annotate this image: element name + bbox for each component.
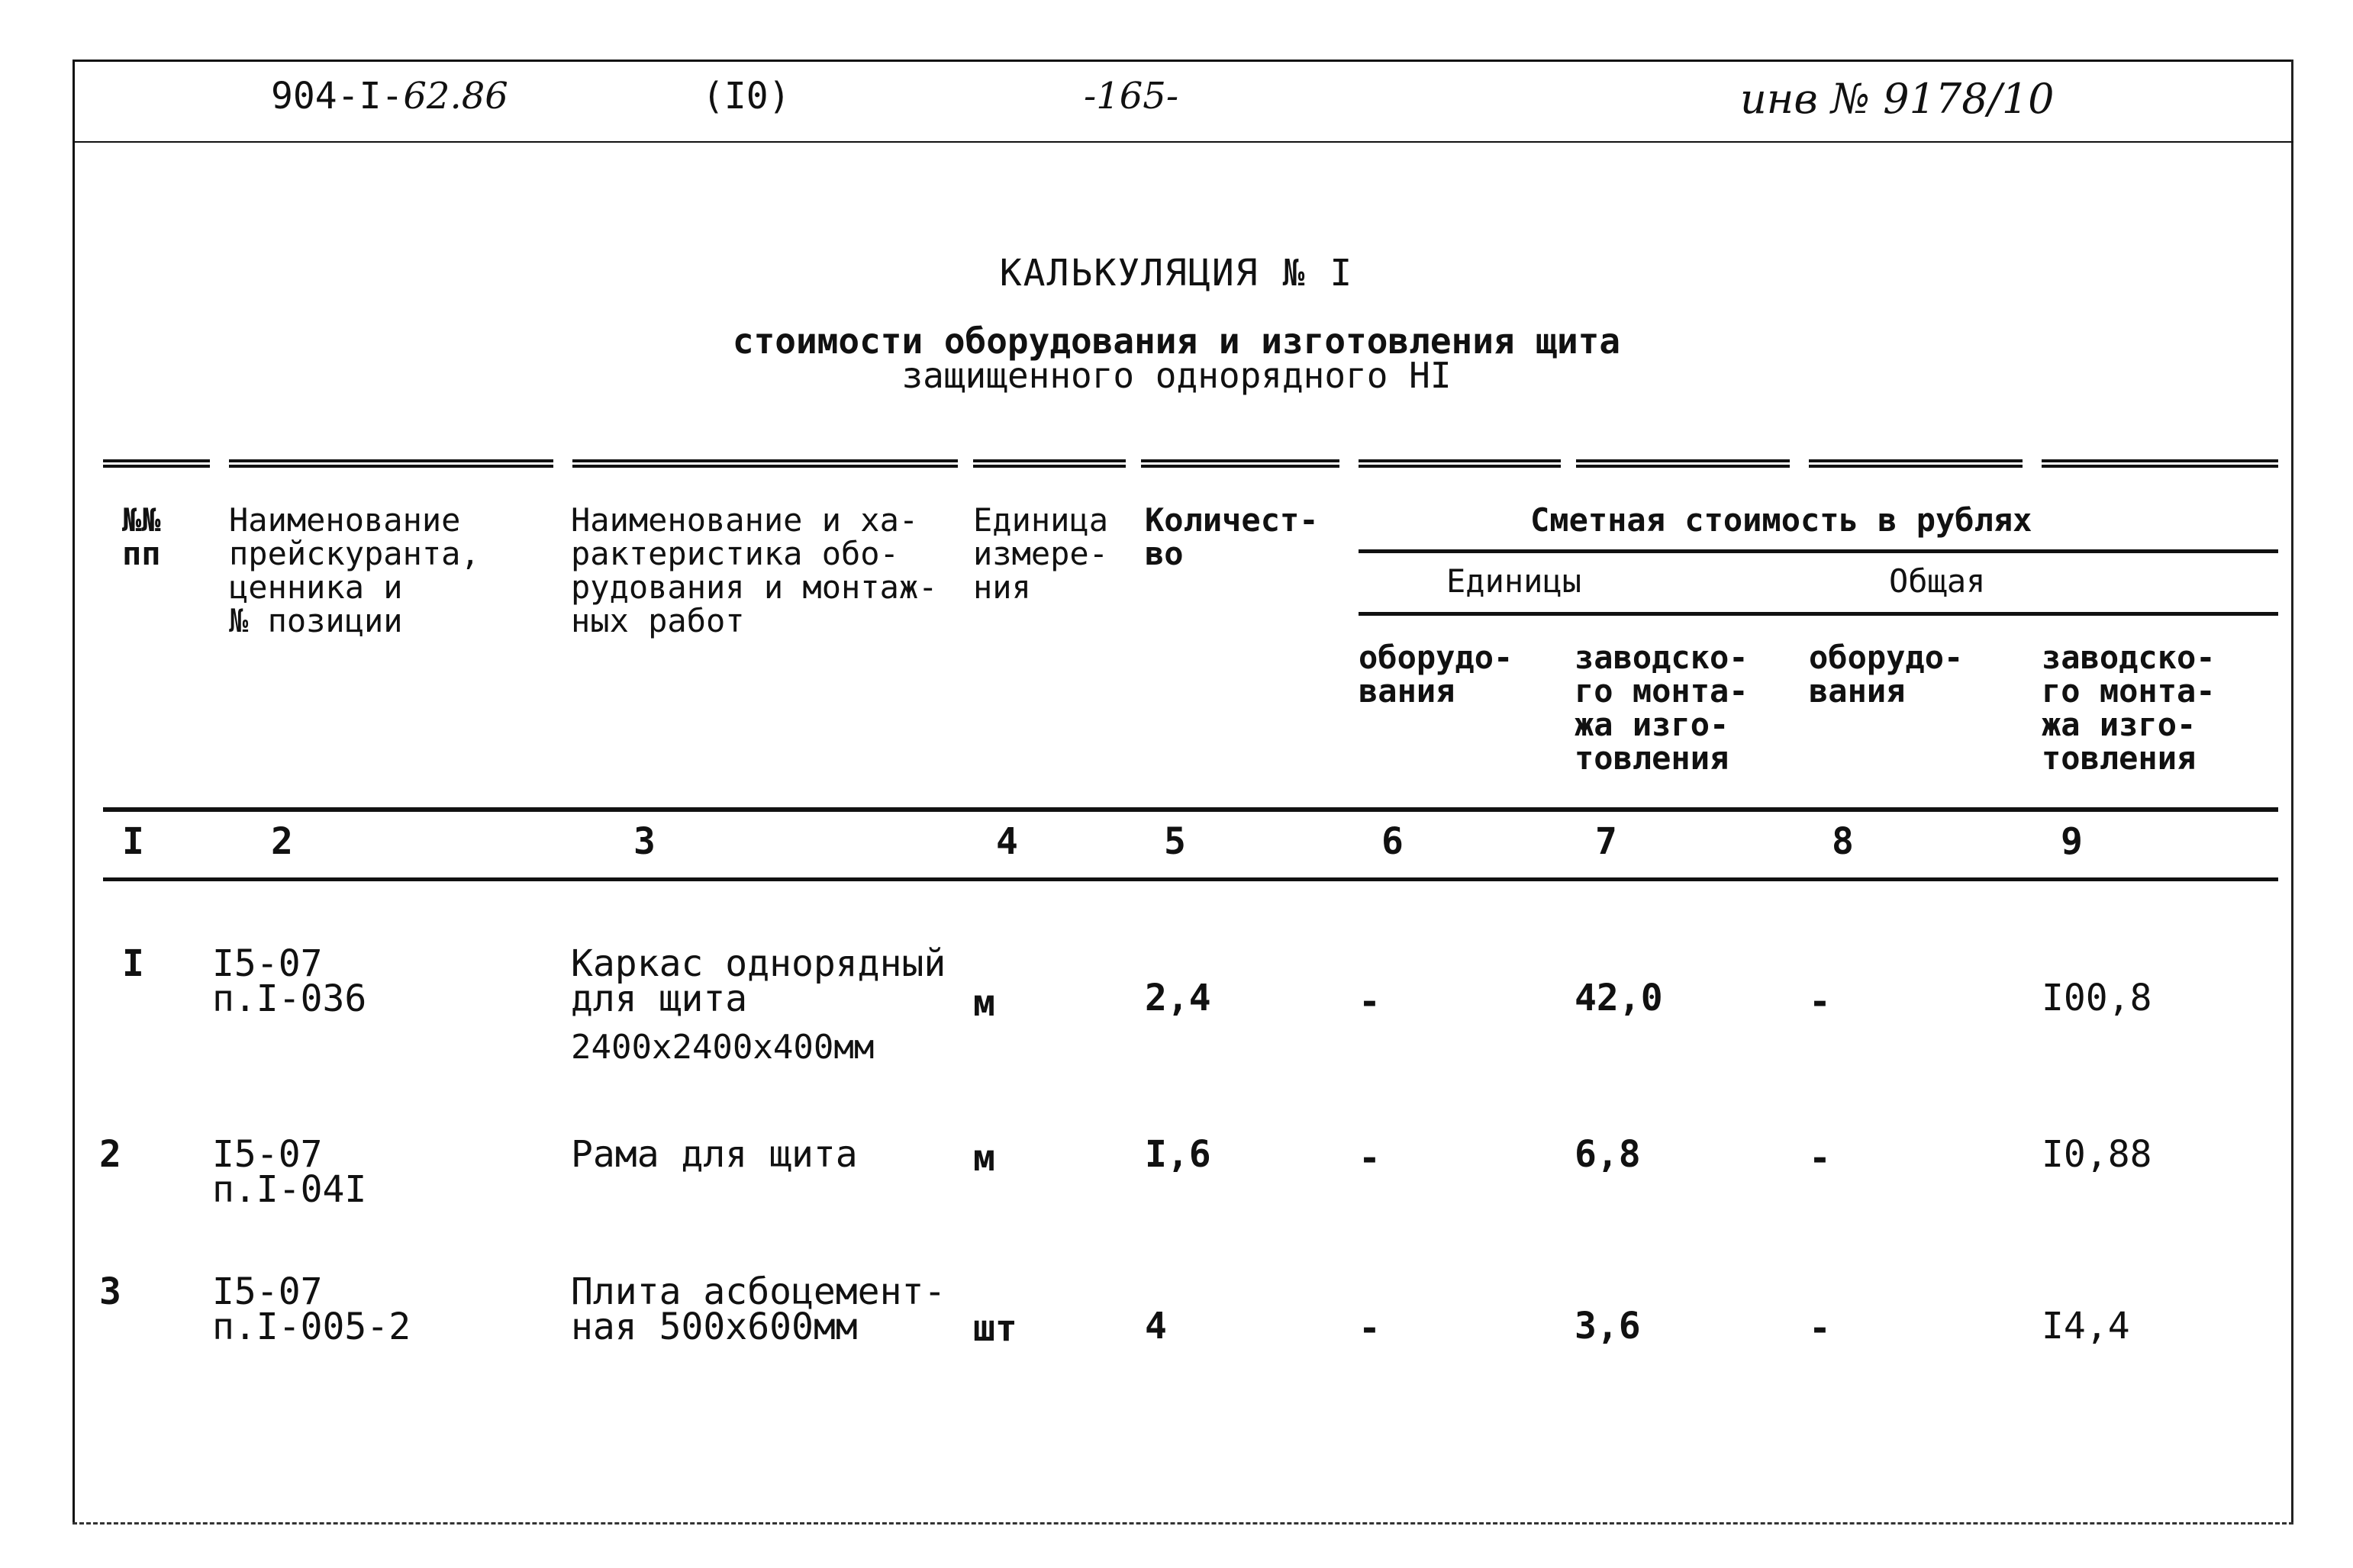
column-number: 4 <box>996 820 1018 863</box>
table-top-rule <box>229 459 553 468</box>
header-col4: Единица измере- ния <box>973 501 1109 606</box>
mounting-unit-cost: 42,0 <box>1575 977 1663 1019</box>
header-col2: Наименование прейскуранта, ценника и № позиции <box>229 501 480 639</box>
unit-of-measure: шт <box>973 1307 1017 1350</box>
header-col3: Наименование и ха- рактеристика обо- рудования и монтаж- ных работ <box>571 501 938 639</box>
item-name: Рама для щита <box>571 1133 858 1176</box>
row-number: 2 <box>99 1133 121 1176</box>
equipment-total-cost: - <box>1809 1137 1831 1180</box>
header-col8: оборудо- вания <box>1809 639 1964 710</box>
header-separator <box>73 141 2293 143</box>
header-unit-group: Единицы <box>1446 562 1582 600</box>
equipment-unit-cost: - <box>1359 980 1381 1023</box>
table-top-rule <box>103 459 210 468</box>
price-reference: I5-07 п.I-036 <box>212 942 367 1020</box>
table-top-rule <box>2042 459 2278 468</box>
item-name: Каркас однорядный для щита <box>571 942 946 1020</box>
header-col9: заводско- го монта- жа изго- товления <box>2042 639 2216 777</box>
column-number: 8 <box>1832 820 1854 863</box>
equipment-total-cost: - <box>1809 1307 1831 1350</box>
column-number: 2 <box>271 820 293 863</box>
header-col5: Количест- во <box>1145 501 1319 572</box>
unit-of-measure: м <box>973 982 995 1025</box>
document-title: КАЛЬКУЛЯЦИЯ № I <box>999 252 1354 295</box>
frame-bottom-border <box>73 1522 2293 1525</box>
quantity: 4 <box>1145 1305 1167 1347</box>
header-bottom-rule <box>103 807 2278 812</box>
table-top-rule <box>572 459 958 468</box>
mounting-total-cost: I0,88 <box>2042 1133 2152 1176</box>
equipment-unit-cost: - <box>1359 1137 1381 1180</box>
document-subtitle-line2: защищенного однорядного HI <box>901 355 1452 396</box>
price-reference: I5-07 п.I-005-2 <box>212 1270 411 1348</box>
frame-top-border <box>73 60 2293 62</box>
header-col7: заводско- го монта- жа изго- товления <box>1575 639 1749 777</box>
table-top-rule <box>1141 459 1339 468</box>
column-numbers-rule <box>103 877 2278 881</box>
table-top-rule <box>973 459 1126 468</box>
column-number: I <box>122 820 144 863</box>
header-col1: №№ пп <box>122 501 161 572</box>
sheet-number: (I0) <box>702 75 791 118</box>
mounting-unit-cost: 6,8 <box>1575 1133 1641 1176</box>
table-top-rule <box>1809 459 2023 468</box>
row-number: I <box>122 942 144 985</box>
inventory-number: инв № 9178/10 <box>1740 75 2055 123</box>
header-col6: оборудо- вания <box>1359 639 1513 710</box>
price-reference: I5-07 п.I-04I <box>212 1133 367 1211</box>
header-rule-group <box>1359 549 2278 553</box>
document-code-handwritten: 62.86 <box>403 75 508 118</box>
item-name: Плита асбоцемент- ная 500x600мм <box>571 1270 946 1348</box>
unit-of-measure: м <box>973 1137 995 1180</box>
table-top-rule <box>1359 459 1561 468</box>
header-rule-subgroup <box>1359 612 2278 616</box>
column-number: 5 <box>1164 820 1186 863</box>
column-number: 6 <box>1381 820 1404 863</box>
document-subtitle-line1: стоимости оборудования и изготовления щита <box>732 320 1621 362</box>
equipment-unit-cost: - <box>1359 1307 1381 1350</box>
document-code <box>271 75 508 118</box>
mounting-total-cost: I00,8 <box>2042 977 2152 1019</box>
quantity: 2,4 <box>1145 977 1211 1019</box>
column-number: 3 <box>633 820 656 863</box>
item-name-extra: 2400x2400x400мм <box>571 1028 875 1067</box>
column-number: 7 <box>1595 820 1617 863</box>
page-number: -165- <box>1084 75 1179 118</box>
header-total-group: Общая <box>1889 562 1986 600</box>
mounting-unit-cost: 3,6 <box>1575 1305 1641 1347</box>
document-code-print: 904-I- <box>271 75 404 118</box>
mounting-total-cost: I4,4 <box>2042 1305 2130 1347</box>
quantity: I,6 <box>1145 1133 1211 1176</box>
row-number: 3 <box>99 1270 121 1313</box>
column-number: 9 <box>2061 820 2083 863</box>
header-cost-group: Сметная стоимость в рублях <box>1530 501 2032 539</box>
equipment-total-cost: - <box>1809 980 1831 1023</box>
table-top-rule <box>1576 459 1790 468</box>
